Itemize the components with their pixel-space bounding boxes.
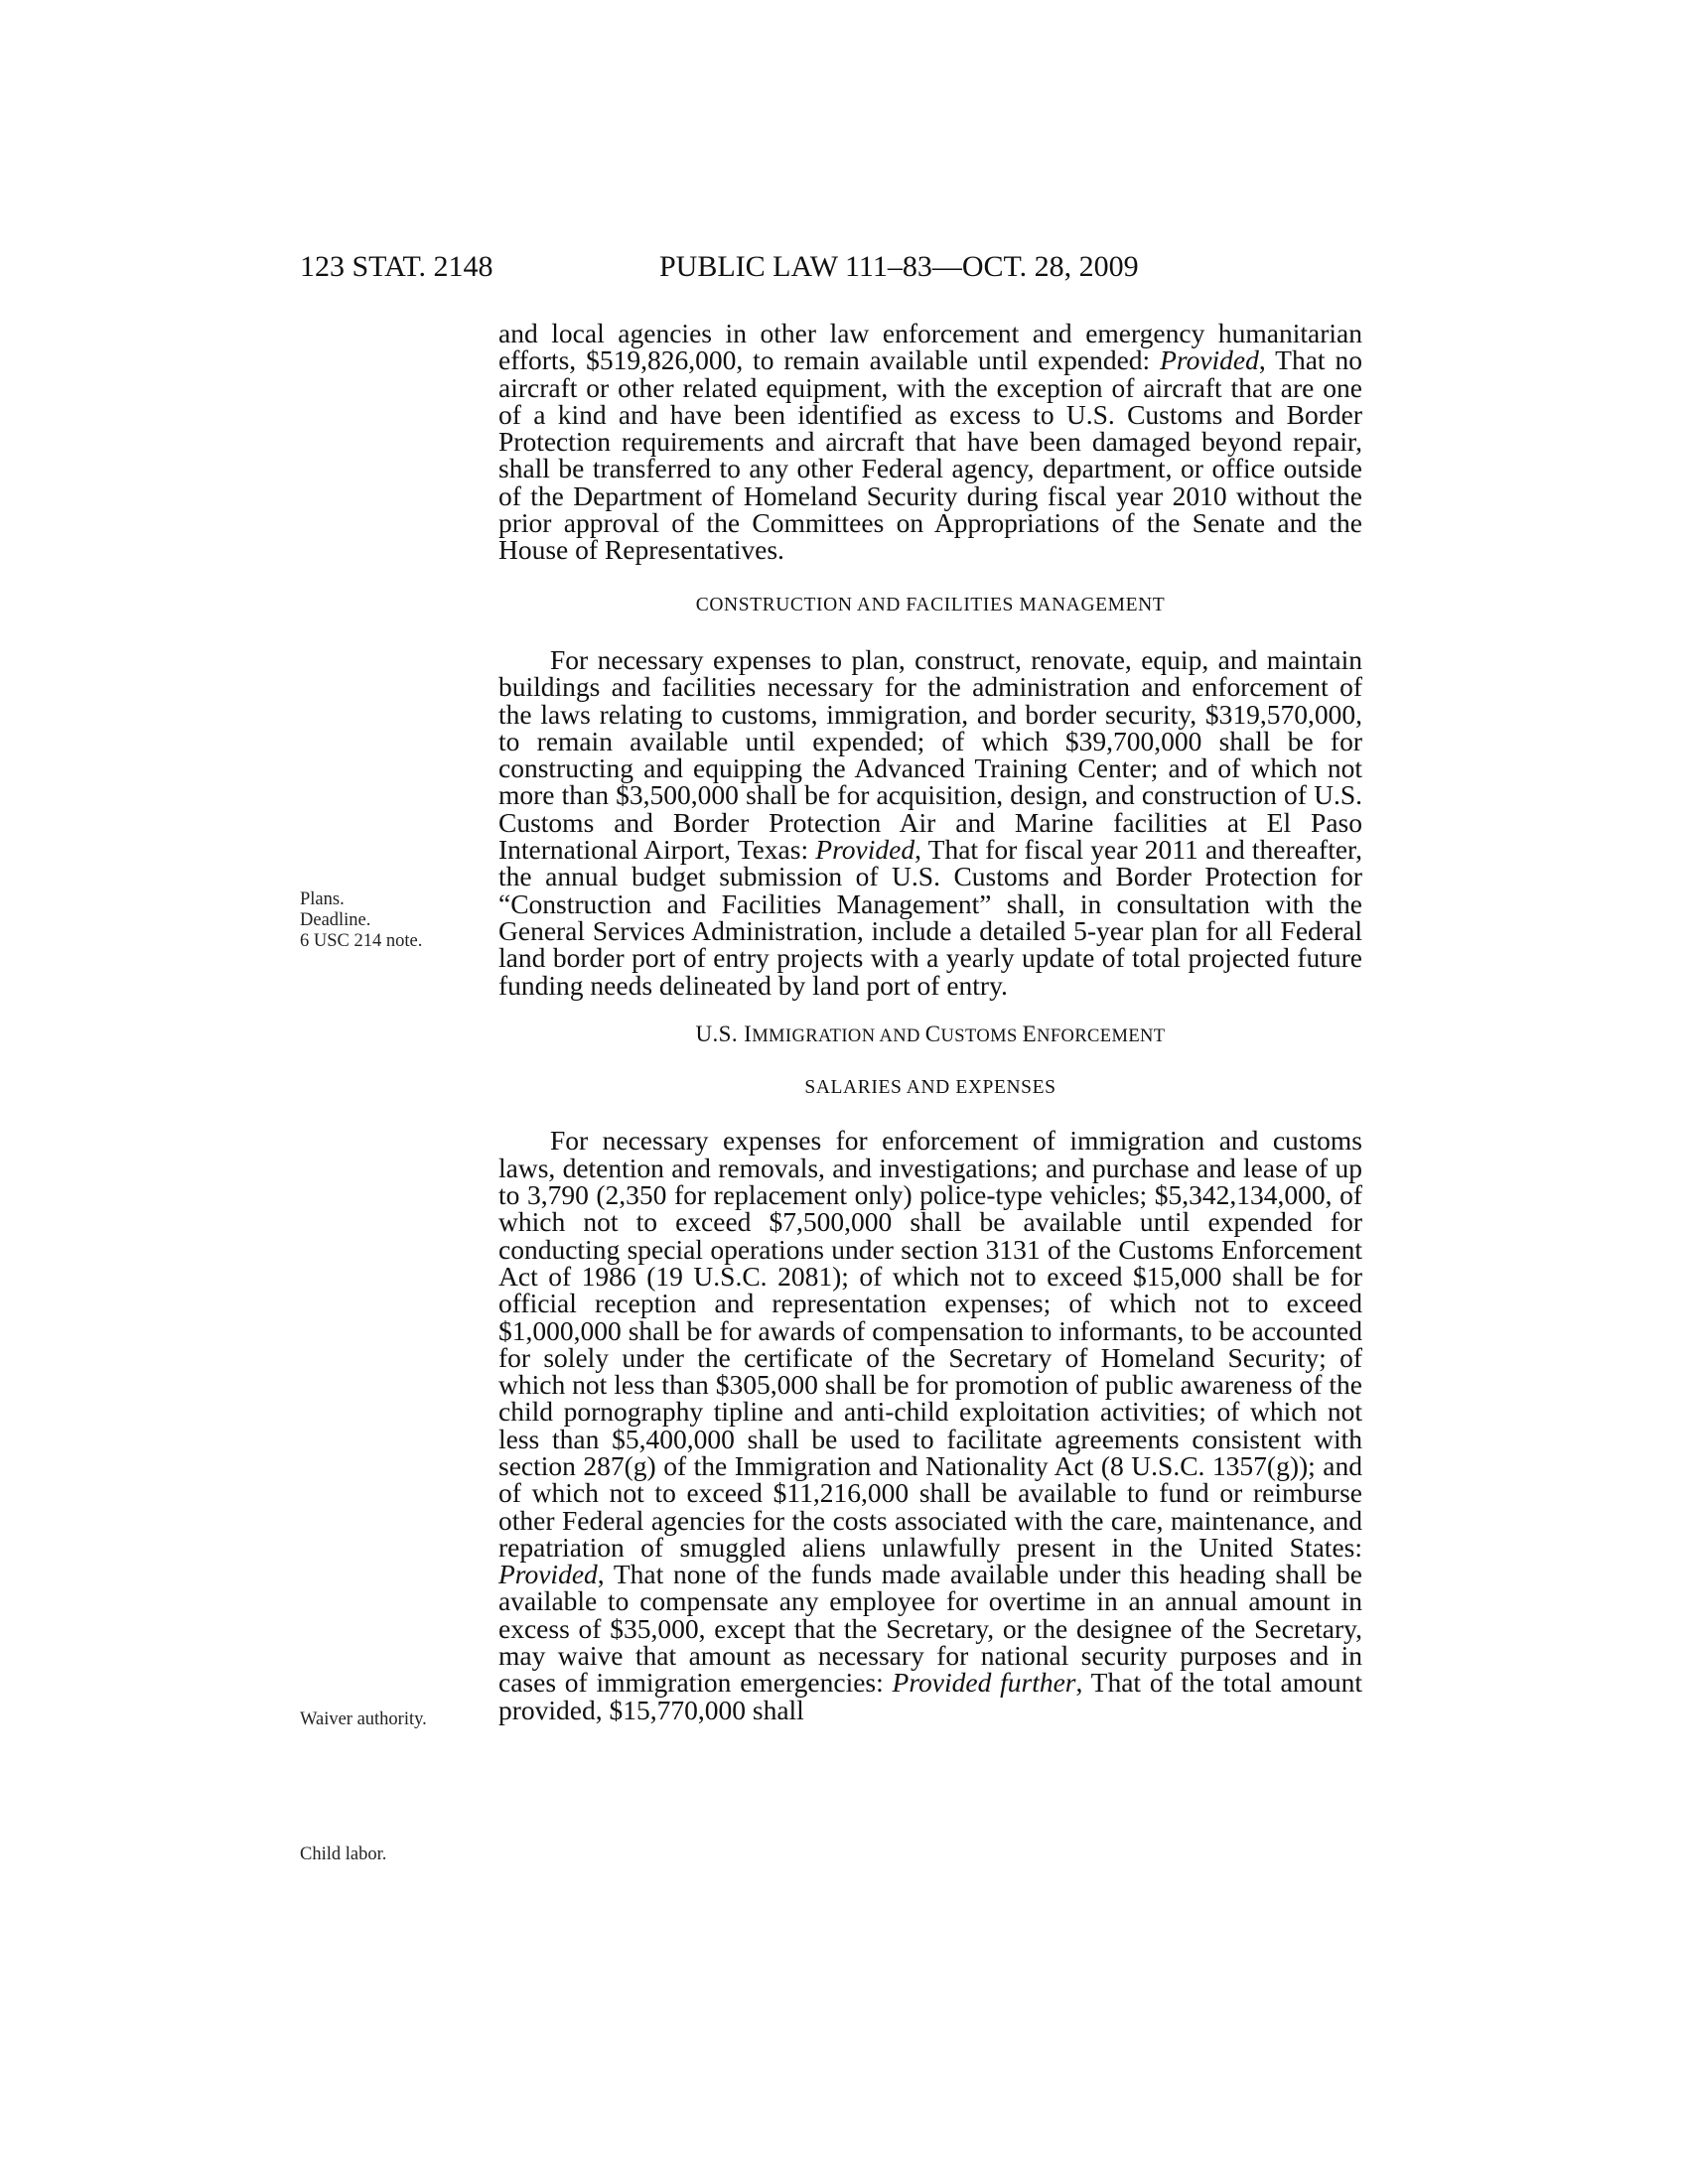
text-span: , That none of the funds made available under this heading shall be available to compensate any employee for overtime in an annual amount in excess of $35,000, except that the Secretary, or the designee of the Secretary, may waive that amount as necessary for national security purposes and in cases of immigration emergencies:: [498, 1559, 1362, 1699]
text-span: , That for fiscal year 2011 and thereafter, the annual budget submission of U.S. Customs and Border Protection for “Construction and Facilities Management” shall, in consultation with the General Services Administration, include a detailed 5-year plan for all Federal land border port of entry projects with a yearly update of total projected future funding needs delineated by land port of entry.: [498, 834, 1362, 1001]
margin-note-waiver: [300, 1709, 427, 1730]
text-span: For necessary expenses to plan, construct, renovate, equip, and maintain buildings and facilities necessary for the administration and enforcement of the laws relating to customs, immigration, and border security, $319,570,000, to remain available until expended; of which $39,700,000 shall be for constructing and equipping the Advanced Training Center; and of which not more than $3,500,000 shall be for acquisition, design, and construction of U.S. Customs and Border Protection Air and Marine facilities at El Paso International Airport, Texas:: [498, 643, 1362, 866]
provided-proviso: Provided: [498, 1559, 598, 1590]
heading-part: NFORCEMENT: [1037, 1025, 1166, 1046]
document-body: [498, 320, 1362, 1723]
margin-note-usc-citation: 6 USC 214 note.: [300, 931, 423, 951]
provided-proviso: Provided: [1160, 344, 1259, 376]
heading-part: U.S. I: [695, 1021, 753, 1046]
heading-agency-ice: [498, 1021, 1362, 1050]
heading-part: C: [924, 1021, 941, 1046]
heading-part: USTOMS: [940, 1025, 1023, 1046]
margin-note-child-labor-label: Child labor.: [300, 1844, 387, 1864]
text-span: , That no aircraft or other related equipment, with the exception of aircraft that are one of a kind and have been identified as excess to U.S. Customs and Border Protection requirements and aircraft that have been damaged beyond repair, shall be transferred to any other Federal agency, department, or office outside of the Department of Homeland Security during fiscal year 2010 without the prior approval of the Committees on Appropriations of the Senate and the House of Representatives.: [498, 344, 1362, 566]
running-head: PUBLIC LAW 111–83—OCT. 28, 2009: [659, 250, 1139, 283]
provided-further-proviso: Provided further: [892, 1667, 1076, 1699]
heading-part: MMIGRATION AND: [752, 1025, 925, 1046]
heading-construction: CONSTRUCTION AND FACILITIES MANAGEMENT: [695, 594, 1166, 615]
heading-part: E: [1022, 1021, 1038, 1046]
heading-salaries-expenses: SALARIES AND EXPENSES: [804, 1077, 1056, 1099]
paragraph-ice-salaries: [498, 1127, 1362, 1723]
paragraph-construction: [498, 643, 1362, 1001]
statute-page-number: 123 STAT. 2148: [300, 250, 493, 283]
margin-note-plans-label: Plans.: [300, 889, 345, 909]
provided-proviso: Provided: [815, 834, 915, 866]
margin-note-deadline-label: Deadline.: [300, 910, 371, 930]
margin-note-plans: [300, 889, 422, 952]
text-span: For necessary expenses for enforcement of immigration and customs laws, detention and removals, and investigations; and purchase and lease of up to 3,790 (2,350 for replacement only) police-type vehicles; $5,342,134,000, of which not to exceed $7,500,000 shall be available until expended for conducting special operations under section 3131 of the Customs Enforcement Act of 1986 (19 U.S.C. 2081); of which not to exceed $15,000 shall be for official reception and representation expenses; of which not to exceed $1,000,000 shall be for awards of compensation to informants, to be accounted for solely under the certificate of the Secretary of Homeland Security; of which not less than $305,000 shall be for promotion of public awareness of the child pornography tipline and anti-child exploitation activities; of which not less than $5,400,000 shall be used to facilitate agreements consistent with section 287(g) of the Immigration and Nationality Act (8 U.S.C. 1357(g)); and of which not to exceed $11,216,000 shall be available to fund or reimburse other Federal agencies for the costs associated with the care, maintenance, and repatriation of smuggled aliens unlawfully present in the United States:: [498, 1125, 1362, 1563]
margin-note-child-labor: [300, 1844, 386, 1865]
margin-note-waiver-label: Waiver authority.: [300, 1709, 427, 1729]
text-span: and local agencies in other law enforcement and emergency humanitarian efforts, $519,826,000, to remain available until expended:: [498, 318, 1362, 376]
page-header: [0, 250, 1688, 290]
text-span: , That of the total amount provided, $15,770,000 shall: [498, 1667, 1363, 1725]
paragraph-cbp-air-continuation: [498, 320, 1362, 564]
